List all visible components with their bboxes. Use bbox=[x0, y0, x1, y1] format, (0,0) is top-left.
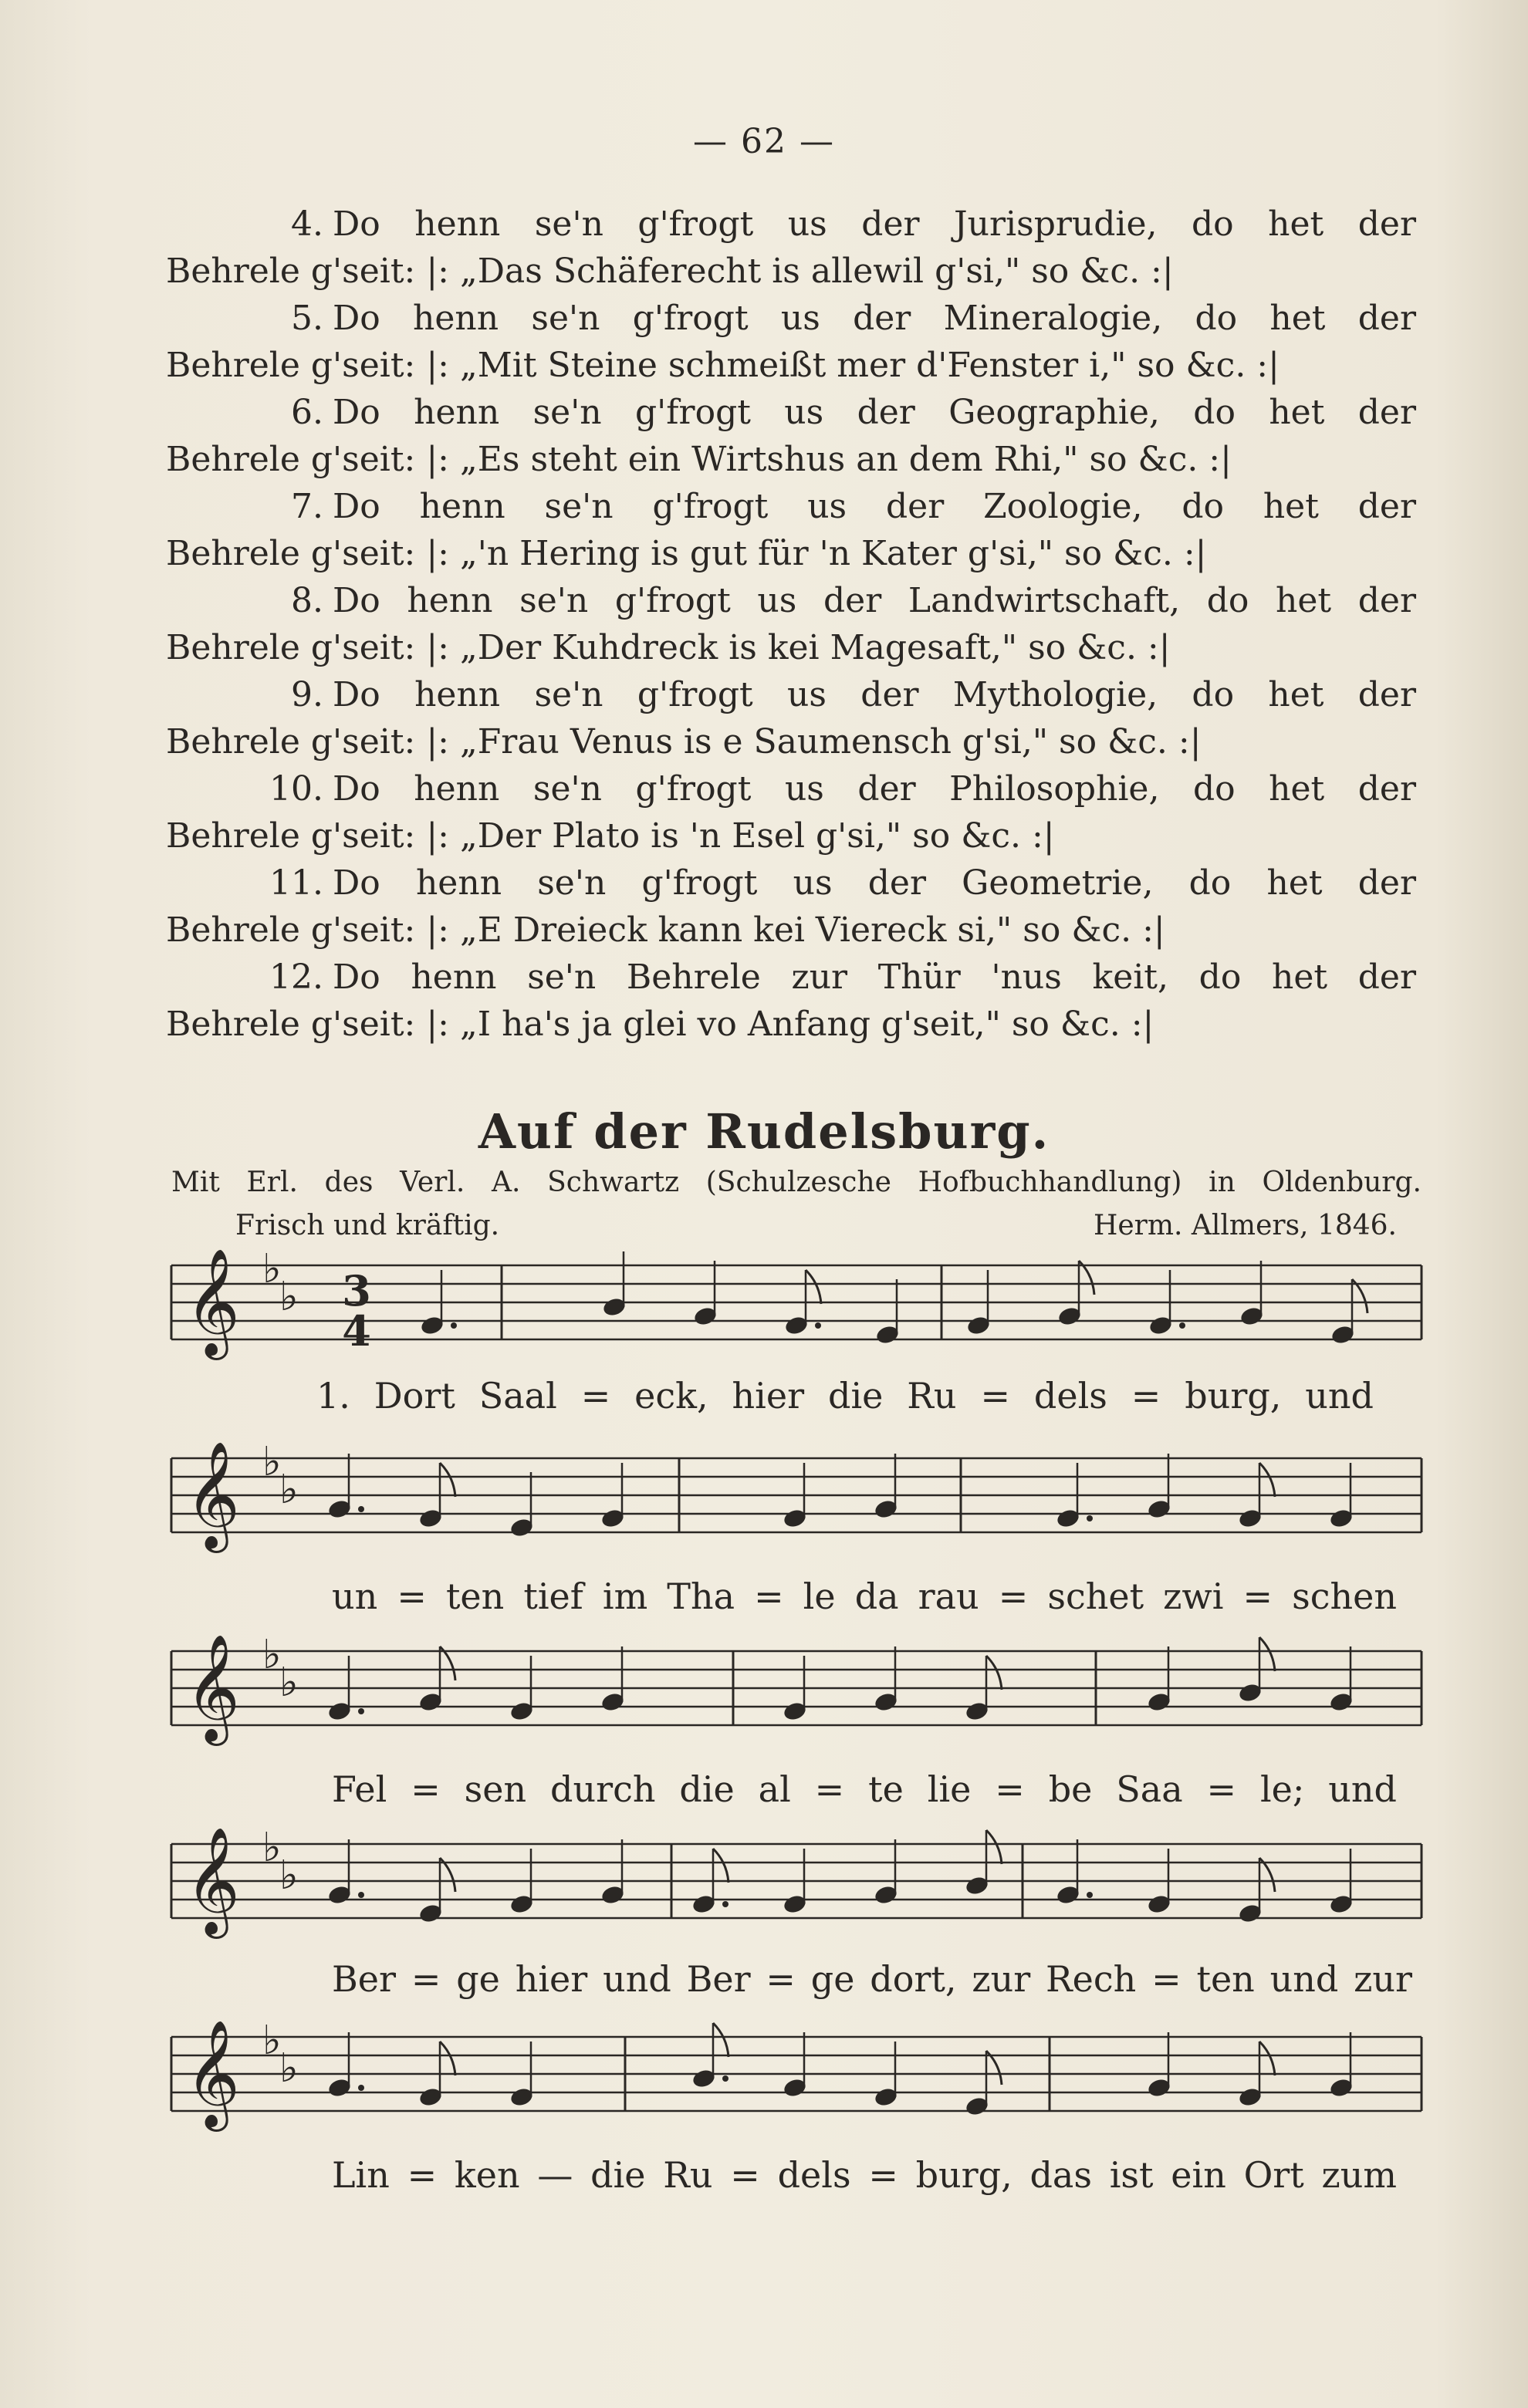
verse-11-line-1: 11. Do henn se'n g'frogt us der Geometrie, do het der bbox=[166, 860, 1416, 907]
song-title: Auf der Rudelsburg. bbox=[478, 1103, 1050, 1160]
note-dot bbox=[358, 1506, 364, 1512]
note-dot bbox=[451, 1322, 457, 1329]
verse-10-line-1: 10. Do henn se'n g'frogt us der Philosophie, do het der bbox=[166, 765, 1416, 812]
lyric-line-4: Ber = ge hier und Ber = ge dort, zur Rech = ten und zur bbox=[332, 1958, 1412, 2000]
flat-icon: ♭ bbox=[262, 1246, 282, 1292]
note-flag bbox=[1259, 2042, 1275, 2075]
flat-icon: ♭ bbox=[279, 1660, 299, 1706]
verse-9-line-2: Behrele g'seit: |: „Frau Venus is e Saumensch g'si," so &c. :| bbox=[166, 722, 1202, 762]
verse-number: 11. bbox=[269, 863, 323, 903]
note-dot bbox=[815, 1322, 821, 1329]
note-flag bbox=[986, 1830, 1002, 1864]
treble-clef-icon: 𝄞 bbox=[185, 1827, 240, 1934]
publisher-credit: Mit Erl. des Verl. A. Schwartz (Schulzesche Hofbuchhandlung) in Oldenburg. bbox=[171, 1167, 1422, 1198]
treble-clef-icon: 𝄞 bbox=[185, 2020, 240, 2127]
treble-clef-icon: 𝄞 bbox=[185, 1248, 240, 1356]
flat-icon: ♭ bbox=[279, 1274, 299, 1320]
note-dot bbox=[1087, 1892, 1093, 1898]
lyric-line-2: un = ten tief im Tha = le da rau = schet zwi = schen bbox=[332, 1576, 1397, 1617]
verse-8-line-1: 8. Do henn se'n g'frogt us der Landwirtschaft, do het der bbox=[166, 577, 1416, 624]
note-flag bbox=[440, 1463, 455, 1497]
note-dot bbox=[1179, 1322, 1185, 1329]
verse-11-line-2: Behrele g'seit: |: „E Dreieck kann kei Viereck si," so &c. :| bbox=[166, 910, 1165, 950]
treble-clef-icon: 𝄞 bbox=[185, 1634, 240, 1741]
note-flag bbox=[806, 1270, 821, 1304]
note-flag bbox=[1259, 1637, 1275, 1671]
note-dot bbox=[1087, 1515, 1093, 1521]
verse-number: 4. bbox=[291, 204, 323, 244]
lyric-line-5: Lin = ken — die Ru = dels = burg, das ist ein Ort zum bbox=[332, 2154, 1397, 2196]
composer-credit: Herm. Allmers, 1846. bbox=[1093, 1210, 1397, 1241]
flat-icon: ♭ bbox=[279, 1467, 299, 1513]
flat-icon: ♭ bbox=[262, 2018, 282, 2064]
verse-7-line-2: Behrele g'seit: |: „'n Hering is gut für 'n Kater g'si," so &c. :| bbox=[166, 534, 1207, 573]
verse-12-line-1: 12. Do henn se'n Behrele zur Thür 'nus keit, do het der bbox=[166, 954, 1416, 1001]
note-flag bbox=[440, 2042, 455, 2075]
lyric-line-1: 1. Dort Saal = eck, hier die Ru = dels = burg, und bbox=[316, 1375, 1374, 1417]
note-dot bbox=[358, 2085, 364, 2091]
verse-8-line-2: Behrele g'seit: |: „Der Kuhdreck is kei Magesaft," so &c. :| bbox=[166, 628, 1171, 667]
note-dot bbox=[358, 1708, 364, 1714]
verse-9-line-1: 9. Do henn se'n g'frogt us der Mythologie, do het der bbox=[166, 671, 1416, 718]
note-flag bbox=[986, 1656, 1002, 1690]
flat-icon: ♭ bbox=[279, 2045, 299, 2092]
verse-7-line-1: 7. Do henn se'n g'frogt us der Zoologie, do het der bbox=[166, 483, 1416, 530]
note-flag bbox=[713, 2023, 729, 2057]
flat-icon: ♭ bbox=[262, 1439, 282, 1485]
verse-number: 9. bbox=[291, 675, 323, 714]
verse-number: 10. bbox=[269, 769, 323, 809]
lyric-line-3: Fel = sen durch die al = te lie = be Saa = le; und bbox=[332, 1768, 1397, 1810]
verse-6-line-2: Behrele g'seit: |: „Es steht ein Wirtshus an dem Rhi," so &c. :| bbox=[166, 440, 1232, 479]
page-number: — 62 — bbox=[693, 122, 835, 161]
note-dot bbox=[722, 2075, 729, 2082]
note-dot bbox=[722, 1901, 729, 1907]
time-signature-bottom: 4 bbox=[342, 1306, 371, 1356]
note-dot bbox=[358, 1892, 364, 1898]
verse-number: 7. bbox=[291, 487, 323, 526]
time-signature-top: 3 bbox=[342, 1266, 371, 1315]
tempo-marking: Frisch und kräftig. bbox=[235, 1210, 500, 1241]
verse-12-line-2: Behrele g'seit: |: „I ha's ja glei vo Anfang g'seit," so &c. :| bbox=[166, 1005, 1154, 1044]
verse-number: 5. bbox=[291, 299, 323, 338]
verse-4-line-2: Behrele g'seit: |: „Das Schäferecht is allewil g'si," so &c. :| bbox=[166, 252, 1174, 291]
verse-number: 12. bbox=[269, 957, 323, 997]
treble-clef-icon: 𝄞 bbox=[185, 1441, 240, 1548]
flat-icon: ♭ bbox=[262, 1825, 282, 1871]
verse-10-line-2: Behrele g'seit: |: „Der Plato is 'n Esel g'si," so &c. :| bbox=[166, 816, 1055, 856]
flat-icon: ♭ bbox=[262, 1632, 282, 1678]
verse-5-line-1: 5. Do henn se'n g'frogt us der Mineralogie, do het der bbox=[166, 295, 1416, 342]
note-flag bbox=[1259, 1463, 1275, 1497]
verse-number: 8. bbox=[291, 581, 323, 620]
verse-6-line-1: 6. Do henn se'n g'frogt us der Geographie, do het der bbox=[166, 389, 1416, 436]
note-flag bbox=[713, 1849, 729, 1883]
verse-5-line-2: Behrele g'seit: |: „Mit Steine schmeißt mer d'Fenster i," so &c. :| bbox=[166, 346, 1280, 385]
verse-4-line-1: 4. Do henn se'n g'frogt us der Jurisprudie, do het der bbox=[166, 201, 1416, 248]
flat-icon: ♭ bbox=[279, 1852, 299, 1899]
verse-number: 6. bbox=[291, 393, 323, 432]
